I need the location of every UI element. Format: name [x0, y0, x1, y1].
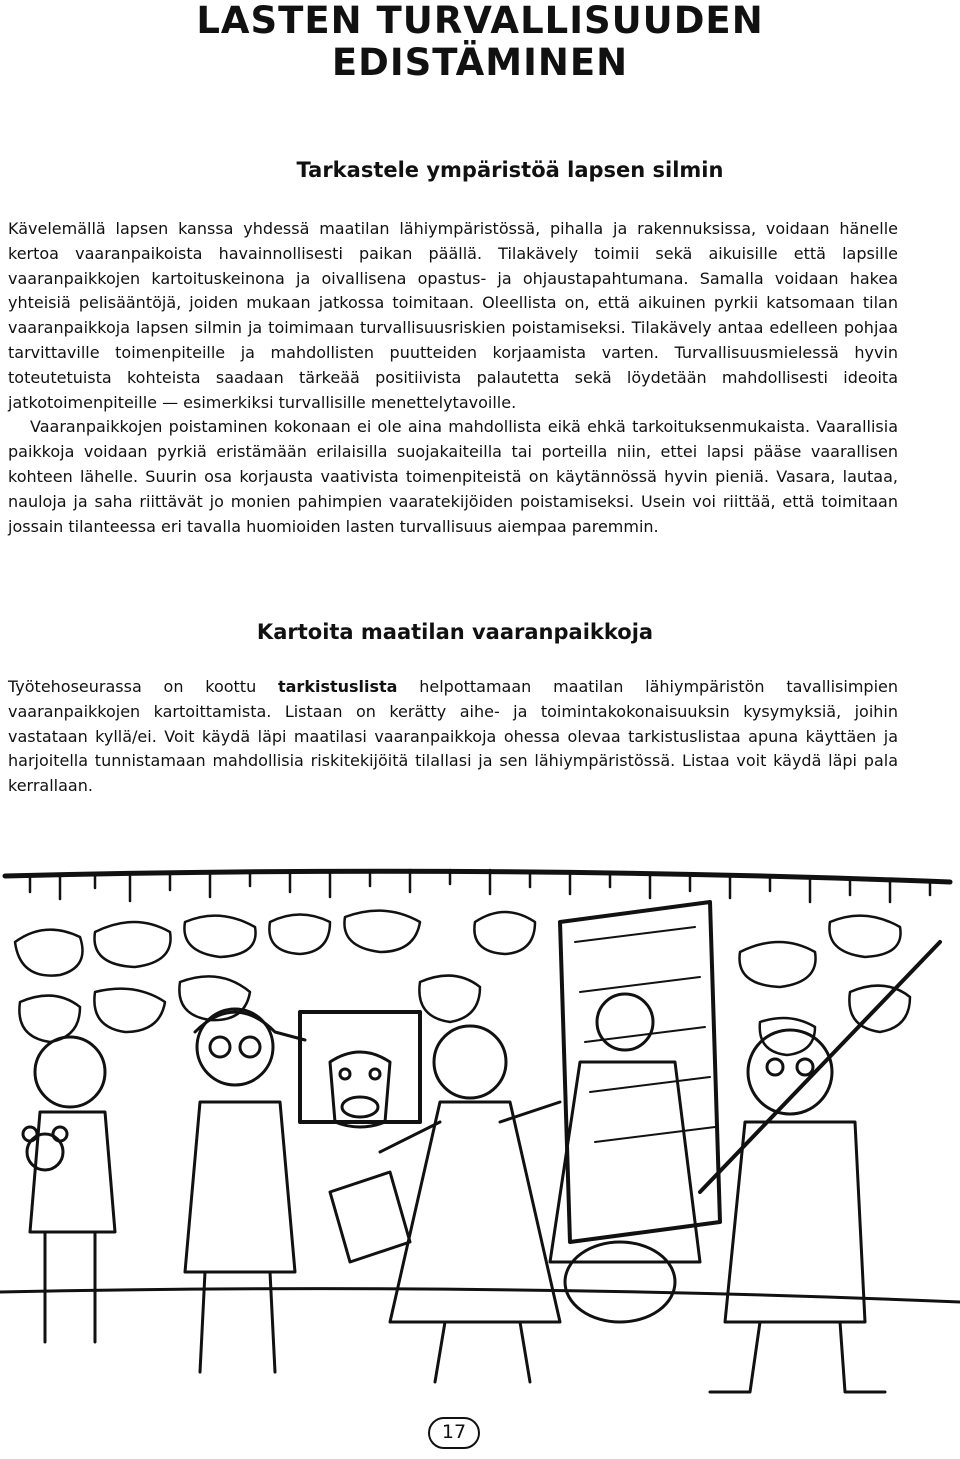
section-1-body	[8, 217, 898, 539]
section-2-body	[8, 675, 898, 799]
section-1-paragraph-2: Vaaranpaikkojen poistaminen kokonaan ei ole aina mahdollista eikä ehkä tarkoituksenmukaista. Vaarallisia paikkoja voidaan pyrkiä eristämään erilaisilla suojakaiteilla tai porteilla niin, ettei lapsi pääse vaarallisen kohteen lähelle. Suurin osa korjausta vaativista toimenpiteistä on käytännössä hyvin pieniä. Vasara, lautaa, nauloja ja saha riittävät jo monien pahimpien vaaratekijöiden poistamiseksi. Usein voi riittää, että toimitaan jossain tilanteessa eri tavalla huomioiden lasten turvallisuus aiempaa paremmin.	[8, 417, 898, 536]
checklist-link-text: tarkistuslista	[277, 677, 398, 696]
page-number: 17	[428, 1417, 480, 1449]
section-heading-1: Tarkastele ympäristöä lapsen silmin	[296, 158, 724, 182]
section-2-text-end: helpottamaan maatilan lähiympäristön tavallisimpien vaaranpaikkojen kartoittamista. Listaan on kerätty aihe- ja toimintakokonaisuuksin kysymyksiä, joihin vastataan kyllä/ei. Voit käydä läpi maatilasi vaaranpaikkoja ohessa olevaa tarkistuslistaa apuna käyttäen ja harjoitella tunnistamaan mahdollisia riskitekijöitä tilallasi ja sen lähiympäristössä. Listaa voit käydä läpi pala kerrallaan.	[8, 677, 898, 796]
title-line-2: EDISTÄMINEN	[331, 41, 629, 84]
section-heading-2: Kartoita maatilan vaaranpaikkoja	[256, 620, 654, 644]
section-1-paragraph-1: Kävelemällä lapsen kanssa yhdessä maatilan lähiympäristössä, pihalla ja rakennuksissa, voidaan hänelle kertoa vaaranpaikoista havainnollisesti paikan päällä. Tilakävely toimii sekä aikuisille että lapsille vaaranpaikkojen kartoituskeinona ja oivallisena opastus- ja ohjaustapahtumana. Samalla voidaan hakea yhteisiä pelisääntöjä, joiden mukaan jatkossa toimitaan. Oleellista on, että aikuinen pyrkii katsomaan tilan vaaranpaikkoja lapsen silmin ja toimimaan turvallisuusriskien poistamiseksi. Tilakävely antaa edelleen pohjaa tarvittaville toimenpiteille ja mahdollisten puutteiden korjaamista varten. Turvallisuusmielessä hyvin toteutetuista kohteista saadaan tärkeää positiivista palautetta sekä löydetään mahdollisesti ideoita jatkotoimenpiteille — esimerkiksi turvallisille menettelytavoille.	[8, 219, 898, 412]
section-2-text-start: Työtehoseurassa on koottu	[8, 677, 278, 696]
title-line-1: LASTEN TURVALLISUUDEN	[196, 0, 764, 42]
page-title	[0, 0, 960, 84]
section-2-paragraph	[8, 675, 898, 799]
farm-illustration	[0, 862, 960, 1422]
